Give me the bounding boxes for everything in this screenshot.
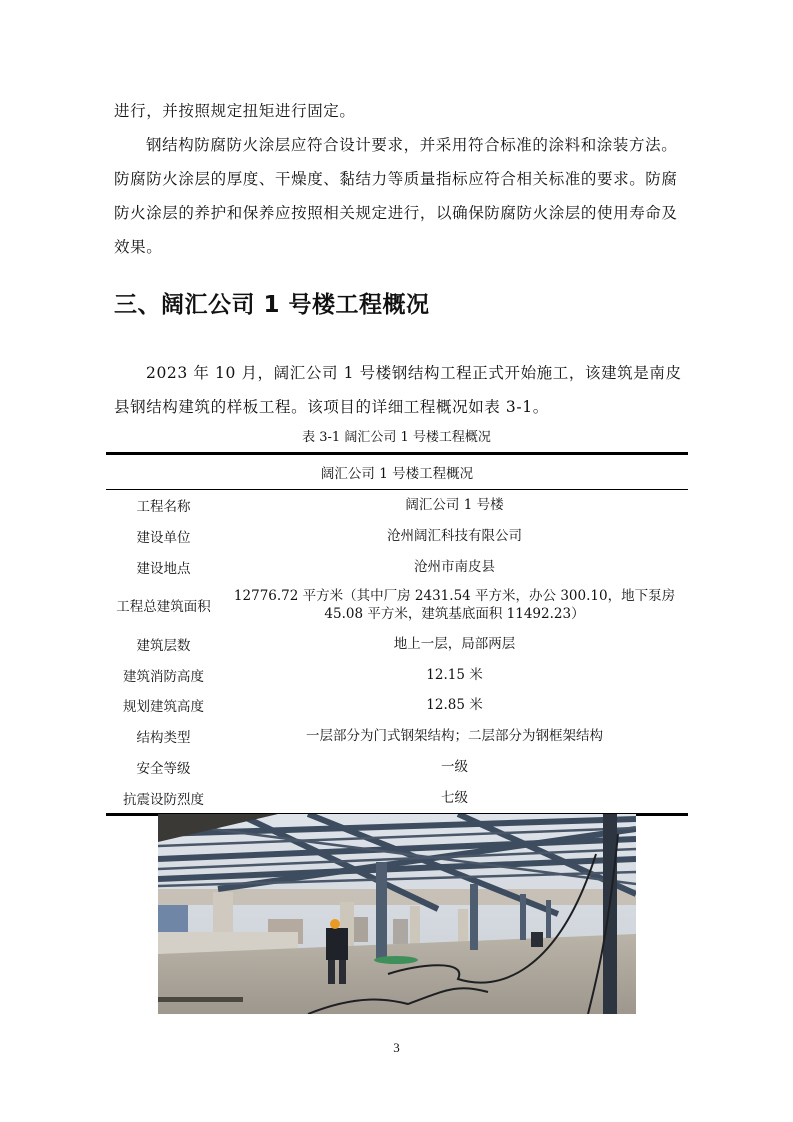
paragraph-overview: 2023 年 10 月，阔汇公司 1 号楼钢结构工程正式开始施工，该建筑是南皮县钢结构建筑的样板工程。该项目的详细工程概况如表 3-1。: [114, 364, 682, 416]
row-label: 结构类型: [136, 730, 191, 747]
steel-structure-image: [158, 814, 636, 1014]
row-value: 沧州市南皮县: [414, 558, 495, 575]
table-row: [106, 582, 688, 628]
project-overview-table: [106, 452, 688, 816]
row-label: 安全等级: [136, 760, 191, 777]
table-row: [106, 552, 688, 583]
row-label: 建筑层数: [136, 637, 191, 654]
table-row: [106, 782, 688, 814]
construction-site-photo: [158, 814, 636, 1014]
row-label: 建筑消防高度: [123, 668, 204, 685]
paragraph-continuation: 进行，并按照规定扭矩进行固定。: [114, 102, 356, 120]
row-label: 抗震设防烈度: [106, 782, 221, 814]
section-heading: 三、阔汇公司 1 号楼工程概况: [114, 292, 430, 318]
row-value: 12.85 米: [426, 697, 483, 714]
table-row: [106, 690, 688, 721]
page-number: 3: [393, 1040, 400, 1055]
row-value: 地上一层，局部两层: [393, 635, 516, 652]
table-row: [106, 752, 688, 783]
table-caption: 表 3-1 阔汇公司 1 号楼工程概况: [302, 430, 491, 445]
row-label: 建设地点: [136, 560, 191, 577]
table-row: [106, 659, 688, 690]
table-row: [106, 521, 688, 552]
table-row: [106, 490, 688, 521]
row-value: 沧州阔汇科技有限公司: [387, 528, 522, 545]
row-label: 规划建筑高度: [123, 699, 204, 716]
row-value: 12.15 米: [426, 666, 483, 683]
row-label: 工程名称: [136, 499, 191, 516]
table-row: [106, 628, 688, 659]
row-value: 一层部分为门式钢架结构；二层部分为钢框架结构: [306, 728, 603, 745]
row-value: 一级: [441, 758, 468, 775]
table-header: 阔汇公司 1 号楼工程概况: [106, 454, 688, 490]
row-value: 七级: [221, 782, 688, 814]
row-value: 阔汇公司 1 号楼: [405, 497, 504, 514]
table-row: [106, 721, 688, 752]
row-label: 建设单位: [136, 530, 191, 547]
paragraph-coating: 钢结构防腐防火涂层应符合设计要求，并采用符合标准的涂料和涂装方法。防腐防火涂层的厚度、干燥度、黏结力等质量指标应符合相关标准的要求。防腐防火涂层的养护和保养应按照相关规定进行，以确保防腐防火涂层的使用寿命及效果。: [114, 136, 678, 256]
row-value: 12776.72 平方米（其中厂房 2431.54 平方米，办公 300.10，地下泵房 45.08 平方米，建筑基底面积 11492.23）: [233, 588, 676, 623]
row-label: 工程总建筑面积: [116, 599, 211, 616]
